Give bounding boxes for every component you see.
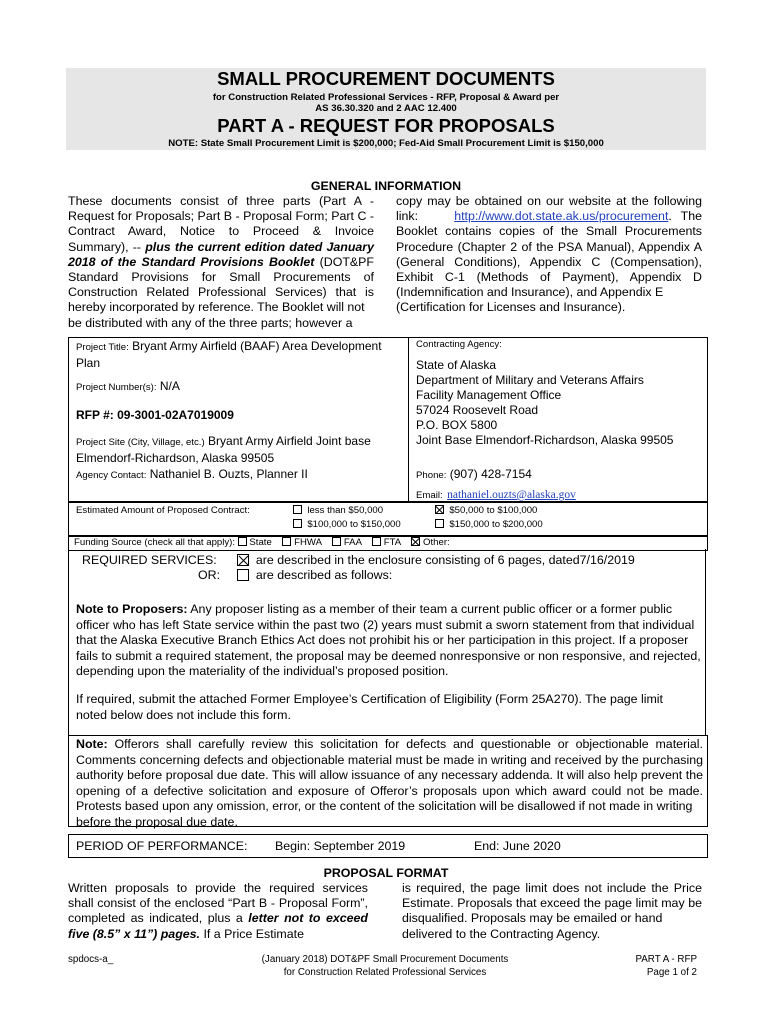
- project-site-value: Bryant Army Airfield Joint base Elmendorf-Richardson, Alaska 99505: [76, 434, 371, 465]
- period-begin: Begin: September 2019: [275, 839, 406, 853]
- proposal-format-text-continued: If a Price Estimate: [200, 926, 304, 941]
- note-to-proposers-lead: Note to Proposers:: [76, 602, 188, 616]
- services-option-label: are described as follows:: [255, 568, 393, 582]
- proposal-format-right-column: [402, 881, 702, 942]
- rfp-number: RFP #: 09-3001-02A7019009: [76, 408, 234, 422]
- project-site-field: [76, 434, 404, 465]
- project-agency-divider: [408, 337, 409, 501]
- funding-other: Other:: [423, 537, 450, 548]
- page-number: Page 1 of 2: [646, 966, 697, 978]
- phone-value: (907) 428-7154: [449, 467, 532, 481]
- footer-right: [600, 954, 697, 979]
- phone-label: Phone:: [416, 470, 447, 481]
- project-site-label: Project Site (City, Village, etc.): [76, 437, 205, 448]
- former-employee-note: If required, submit the attached Former Employee’s Certification of Eligibility (Form 25A270). The page limit noted below does not include this form.: [76, 692, 663, 722]
- project-title-value: Bryant Army Airfield (BAAF) Area Development Plan: [76, 339, 382, 370]
- checkbox-icon[interactable]: [282, 537, 291, 546]
- contracting-agency-address: [416, 358, 706, 448]
- agency-phone-field: [416, 467, 532, 481]
- page-limit-emphasis: letter not to exceed five (8.5” x 11”) pages.: [68, 911, 368, 941]
- part-title: PART A - REQUEST FOR PROPOSALS: [217, 115, 555, 136]
- general-information-heading: GENERAL INFORMATION: [310, 179, 462, 193]
- checkbox-icon[interactable]: [332, 537, 341, 546]
- general-info-right-text: copy may be obtained on our website at the following link:: [396, 194, 702, 224]
- funding-faa: FAA: [343, 537, 362, 548]
- estimate-option-100k-150k[interactable]: [293, 519, 401, 530]
- proposal-format-text: Written proposals to provide the required services shall consist of the enclosed “Part B - Proposal Form”, completed as indicated, plus a: [68, 881, 368, 926]
- email-link[interactable]: nathaniel.ouzts@alaska.gov: [447, 489, 576, 501]
- estimate-option-under-50k[interactable]: [293, 505, 383, 516]
- proposal-format-right-text: is required, the page limit does not include the Price Estimate. Proposals that exceed the page limit may be disqualified. Proposals may be emailed or hand: [402, 881, 702, 926]
- funding-source-row: [74, 537, 704, 548]
- project-title-label: Project Title:: [76, 342, 129, 353]
- period-end: End: June 2020: [474, 839, 561, 853]
- agency-line: P.O. BOX 5800: [416, 418, 498, 432]
- agency-contact-label: Agency Contact:: [76, 470, 147, 481]
- booklet-reference: plus the current edition dated January 2018 of the Standard Provisions Booklet: [68, 239, 374, 269]
- agency-contact-value: Nathaniel B. Ouzts, Planner II: [149, 467, 308, 481]
- funding-fhwa: FHWA: [294, 537, 322, 548]
- checkbox-icon[interactable]: [293, 505, 302, 514]
- checkbox-icon[interactable]: [238, 537, 247, 546]
- funding-state: State: [249, 537, 272, 548]
- footer-part: PART A - RFP: [635, 954, 697, 965]
- estimate-option-label: $50,000 to $100,000: [449, 505, 538, 516]
- estimate-option-label: $150,000 to $200,000: [449, 519, 543, 530]
- agency-line: Joint Base Elmendorf-Richardson, Alaska 99505: [416, 433, 674, 447]
- contracting-agency-label: Contracting Agency:: [416, 339, 502, 350]
- estimate-option-label: $100,000 to $150,000: [307, 519, 401, 530]
- agency-line: State of Alaska: [416, 358, 497, 372]
- footer-doc-code: spdocs-a_: [68, 954, 114, 965]
- checkbox-icon[interactable]: [237, 569, 249, 581]
- general-info-text: These documents consist of three parts (Part A - Request for Proposals; Part B - Proposal Form; Part C - Contract Award, Notice to Proceed & Invoice Summary), --: [68, 194, 374, 254]
- proposal-format-heading: PROPOSAL FORMAT: [323, 866, 449, 880]
- services-option-described[interactable]: [237, 568, 392, 582]
- funding-source-label: Funding Source (check all that apply):: [74, 537, 236, 548]
- footer-edition: (January 2018) DOT&PF Small Procurement Documents: [261, 954, 509, 965]
- required-services-label: REQUIRED SERVICES:: [82, 553, 217, 567]
- document-subtitle-statute: AS 36.30.320 and 2 AAC 12.400: [315, 103, 457, 114]
- funding-fta: FTA: [383, 537, 401, 548]
- services-date: 7/16/2019: [579, 553, 635, 567]
- checkbox-icon[interactable]: [372, 537, 381, 546]
- note-to-proposers: [76, 602, 701, 680]
- proposal-format-right-last-line: delivered to the Contracting Agency.: [402, 926, 601, 941]
- agency-line: Facility Management Office: [416, 388, 562, 402]
- estimate-option-50k-100k[interactable]: [435, 505, 537, 516]
- agency-line: 57024 Roosevelt Road: [416, 403, 539, 417]
- agency-line: Department of Military and Veterans Affairs: [416, 373, 644, 387]
- proposal-format-left-column: [68, 881, 368, 942]
- email-label: Email:: [416, 490, 443, 501]
- general-info-right-text-continued: . The Booklet contains copies of the Small Procurements Procedure (Chapter 2 of the PSA Manual), Appendix A (General Conditions), Appendix C (Compensation), Exhibit C-1 (Methods of Payment), Appendix D (Indemnification and Insurance), and Appendix E: [396, 209, 702, 300]
- notes-box-left-border: [68, 549, 69, 735]
- required-services-or: OR:: [198, 568, 221, 582]
- offerors-note-text: Offerors shall carefully review this solicitation for defects and questionable or objectionable material. Comments concerning defects and objectionable material must be made in writing and received by the purchasing authority before proposal due date. This will allow issuance of any necessary addenda. It will also help prevent the opening of a defective solicitation and exposure of Offeror’s proposals upon which award could not be made. Protests based upon any omission, error, or the content of the solicitation will be disallowed if not made in writing: [76, 737, 703, 814]
- project-number-value: N/A: [159, 379, 180, 393]
- estimate-option-150k-200k[interactable]: [435, 519, 543, 530]
- document-title: SMALL PROCUREMENT DOCUMENTS: [217, 68, 555, 89]
- checkbox-icon[interactable]: [435, 519, 444, 528]
- footer-subtitle: for Construction Related Professional Services: [283, 966, 487, 978]
- footer-center: [200, 954, 570, 979]
- offerors-note: [76, 737, 703, 831]
- services-option-label: are described in the enclosure consisting of 6 pages, dated: [255, 553, 580, 567]
- checked-checkbox-icon[interactable]: [435, 505, 444, 514]
- agency-contact-field: [76, 467, 404, 481]
- period-label: PERIOD OF PERFORMANCE:: [76, 839, 248, 853]
- offerors-note-lead: Note:: [76, 737, 108, 751]
- procurement-website-link[interactable]: http://www.dot.state.ak.us/procurement: [454, 209, 669, 224]
- general-info-left-column: [68, 194, 374, 331]
- general-info-last-line: be distributed with any of the three parts; however a: [68, 315, 353, 330]
- document-subtitle: for Construction Related Professional Services - RFP, Proposal & Award per: [212, 92, 560, 103]
- project-title-field: [76, 339, 404, 370]
- general-info-right-last-line: (Certification for Licenses and Insurance).: [396, 300, 626, 315]
- checked-checkbox-icon[interactable]: [237, 554, 249, 566]
- note-to-proposers-text: Any proposer listing as a member of their team a current public officer or a former public officer who has left State service within the past two (2) years must submit a sworn statement from that individual that the Alaska Executive Branch Ethics Act does not prohibit his or her participation in this project. If a proposer fails to submit a required statement, the proposal may be deemed nonresponsive or non responsive, and rejected, depending upon the materiality of the individual’s proposed position.: [76, 602, 701, 679]
- offerors-note-last-line: before the proposal due date.: [76, 814, 238, 829]
- estimate-label: Estimated Amount of Proposed Contract:: [76, 505, 250, 516]
- services-option-enclosure[interactable]: [237, 553, 635, 567]
- estimate-option-label: less than $50,000: [307, 505, 384, 516]
- general-info-text-continued: (DOT&PF Standard Provisions for Small Procurements of Construction Related Professional Services) that is hereby incorporated by reference. The Booklet will not: [68, 254, 374, 315]
- procurement-limit-note: NOTE: State Small Procurement Limit is $200,000; Fed-Aid Small Procurement Limit is $150,000: [168, 138, 604, 149]
- project-number-field: [76, 379, 404, 393]
- notes-box-right-border: [705, 549, 706, 735]
- project-number-label: Project Number(s):: [76, 382, 157, 393]
- checked-checkbox-icon[interactable]: [411, 537, 420, 546]
- general-info-right-column: [396, 194, 702, 316]
- checkbox-icon[interactable]: [293, 519, 302, 528]
